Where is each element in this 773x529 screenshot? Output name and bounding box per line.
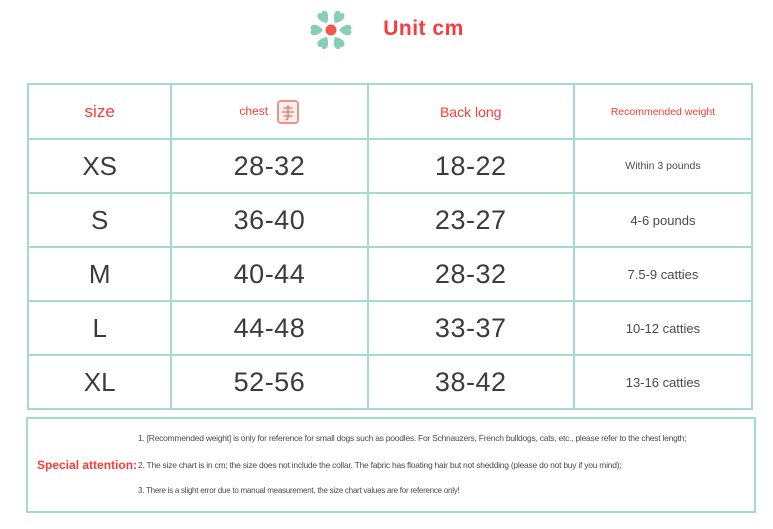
weight-value: 13-16 catties (574, 355, 752, 409)
size-value: XL (28, 355, 171, 409)
column-header-chest (171, 84, 367, 139)
weight-value: Within 3 pounds (574, 139, 752, 193)
back-value: 38-42 (368, 355, 574, 409)
column-header-size: size (28, 84, 171, 139)
chest-value: 44-48 (171, 301, 367, 355)
unit-label: Unit cm (383, 17, 464, 40)
back-value: 33-37 (368, 301, 574, 355)
table-row-l (28, 301, 752, 355)
flower-icon (309, 6, 353, 52)
notes-list (138, 434, 754, 495)
back-value: 23-27 (368, 193, 574, 247)
page-header (0, 5, 773, 53)
column-header-recommended-weight: Recommended weight (574, 84, 752, 139)
weight-value: 4-6 pounds (574, 193, 752, 247)
size-value: L (28, 301, 171, 355)
note-item-1: 1. [Recommended weight] is only for reference for small dogs such as poodles. For Schnauzers, French bulldogs, cats, etc., please refer to the chest length; (138, 433, 687, 444)
table-row-xl (28, 355, 752, 409)
column-header-back-long: Back long (368, 84, 574, 139)
size-table (27, 83, 753, 410)
special-attention-box (26, 417, 756, 513)
size-value: S (28, 193, 171, 247)
chest-value: 52-56 (171, 355, 367, 409)
back-value: 28-32 (368, 247, 574, 301)
table-header-row (28, 84, 752, 139)
back-value: 18-22 (368, 139, 574, 193)
special-attention-label: Special attention: (37, 458, 138, 472)
column-header-chest-label: chest (239, 103, 269, 118)
chest-value: 36-40 (171, 193, 367, 247)
table-row-m (28, 247, 752, 301)
size-value: XS (28, 139, 171, 193)
weight-value: 10-12 catties (574, 301, 752, 355)
chest-value: 40-44 (171, 247, 367, 301)
note-item-2: 2. The size chart is in cm; the size does not include the collar. The fabric has floating hair but not shedding (please do not buy if you mind); (138, 459, 622, 470)
chest-value: 28-32 (171, 139, 367, 193)
weight-value: 7.5-9 catties (574, 247, 752, 301)
girth-stamp-icon (277, 100, 299, 124)
table-row-xs (28, 139, 752, 193)
table-row-s (28, 193, 752, 247)
size-value: M (28, 247, 171, 301)
note-item-3: 3. There is a slight error due to manual measurement, the size chart values are for reference only! (138, 485, 460, 495)
